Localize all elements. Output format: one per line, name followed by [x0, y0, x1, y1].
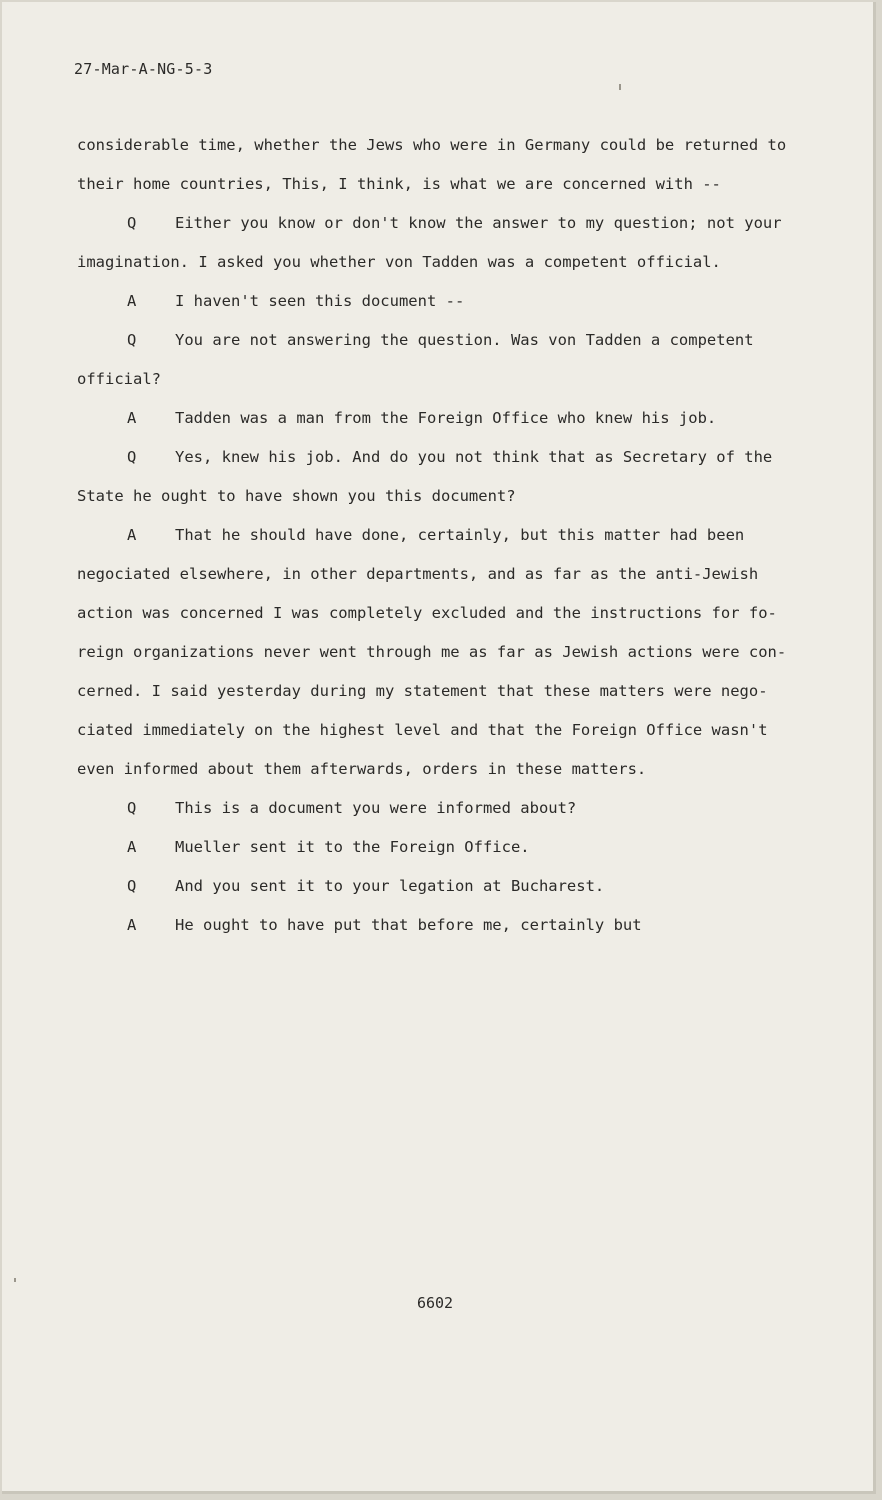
exchange-text: Yes, knew his job. And do you not think that as Secretary of the: [175, 448, 773, 466]
paper-speck: [14, 1278, 16, 1282]
answer-line: [77, 906, 817, 945]
text-line: reign organizations never went through me as far as Jewish actions were con-: [77, 643, 787, 661]
document-page: [2, 2, 876, 1494]
exchange-text: I haven't seen this document --: [175, 292, 465, 310]
question-line: [77, 867, 817, 906]
transcript-body: [77, 126, 817, 945]
document-reference: 27-Mar-A-NG-5-3: [74, 60, 213, 78]
text-line: their home countries, This, I think, is what we are concerned with --: [77, 175, 721, 193]
speaker-label: Q: [127, 331, 137, 349]
answer-line: [77, 516, 817, 555]
speaker-label: Q: [127, 448, 137, 466]
answer-line: [77, 282, 817, 321]
exchange-text: You are not answering the question. Was von Tadden a competent: [175, 331, 754, 349]
answer-line: [77, 828, 817, 867]
exchange-text: Tadden was a man from the Foreign Office who knew his job.: [175, 409, 717, 427]
speaker-label: A: [127, 409, 137, 427]
speaker-label: A: [127, 292, 137, 310]
text-line: considerable time, whether the Jews who were in Germany could be returned to: [77, 136, 787, 154]
text-line: State he ought to have shown you this document?: [77, 487, 516, 505]
exchange-text: He ought to have put that before me, certainly but: [175, 916, 642, 934]
exchange-text: This is a document you were informed about?: [175, 799, 577, 817]
question-line: [77, 438, 817, 477]
text-line: ciated immediately on the highest level and that the Foreign Office wasn't: [77, 721, 768, 739]
speaker-label: Q: [127, 799, 137, 817]
speaker-label: A: [127, 838, 137, 856]
exchange-text: That he should have done, certainly, but this matter had been: [175, 526, 745, 544]
speaker-label: Q: [127, 214, 137, 232]
question-line: [77, 789, 817, 828]
exchange-text: Either you know or don't know the answer to my question; not your: [175, 214, 782, 232]
page-number: 6602: [416, 1294, 454, 1312]
paper-speck: [619, 84, 621, 90]
text-line: even informed about them afterwards, orders in these matters.: [77, 760, 647, 778]
text-line: imagination. I asked you whether von Tadden was a competent official.: [77, 253, 721, 271]
text-line: cerned. I said yesterday during my statement that these matters were nego-: [77, 682, 768, 700]
text-line: official?: [77, 370, 161, 388]
exchange-text: Mueller sent it to the Foreign Office.: [175, 838, 530, 856]
text-line: action was concerned I was completely excluded and the instructions for fo-: [77, 604, 777, 622]
exchange-text: And you sent it to your legation at Bucharest.: [175, 877, 605, 895]
text-line: negociated elsewhere, in other departments, and as far as the anti-Jewish: [77, 565, 759, 583]
speaker-label: A: [127, 526, 137, 544]
speaker-label: Q: [127, 877, 137, 895]
question-line: [77, 321, 817, 360]
speaker-label: A: [127, 916, 137, 934]
answer-line: [77, 399, 817, 438]
question-line: [77, 204, 817, 243]
